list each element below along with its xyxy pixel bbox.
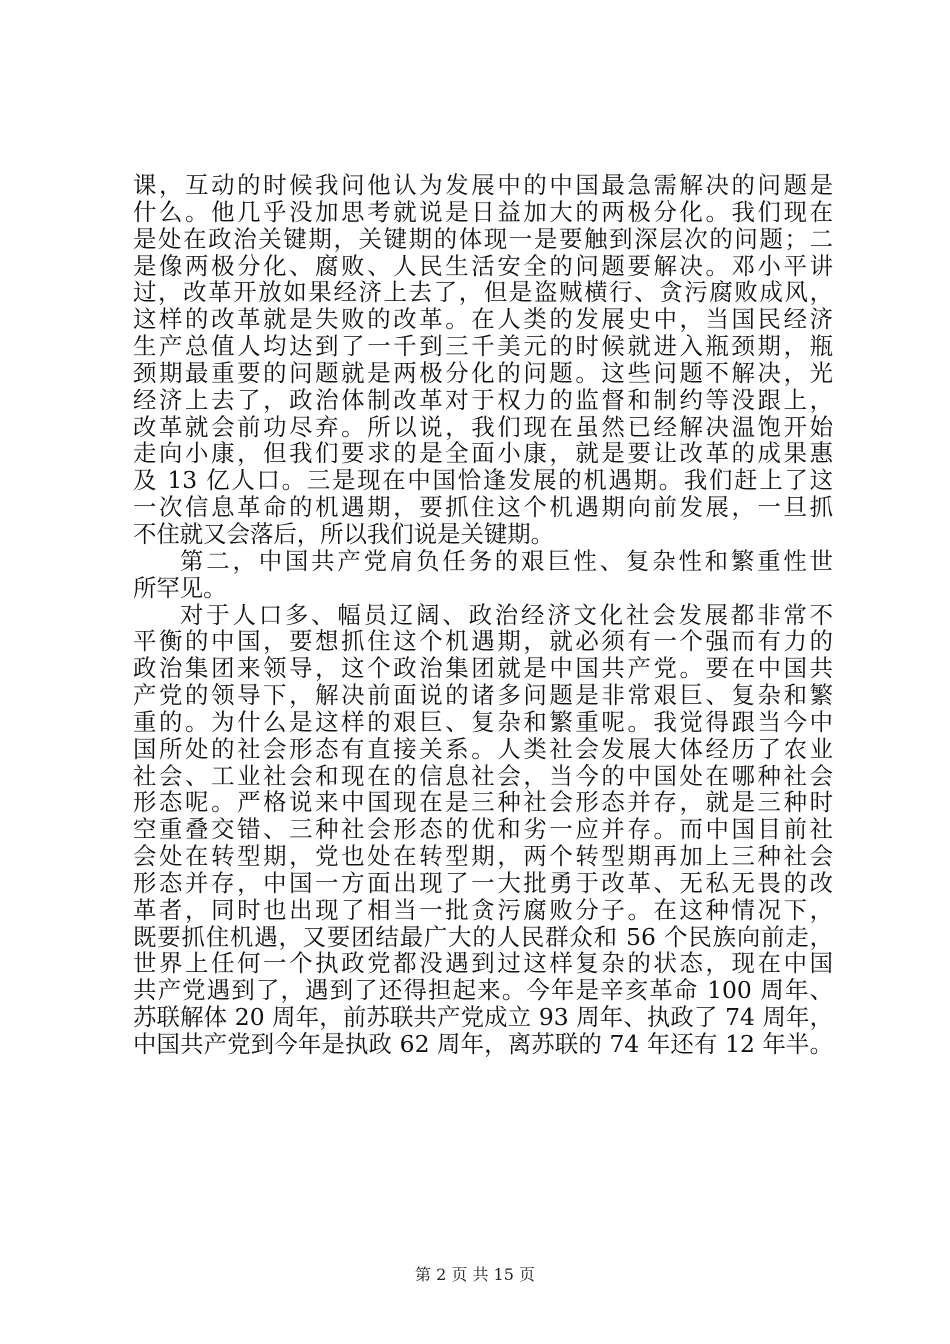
paragraph-1 [133, 172, 833, 548]
text-line: 一次信息革命的机遇期，要抓住这个机遇期向前发展，一旦抓 [133, 493, 833, 522]
text-line: 国所处的社会形态有直接关系。人类社会发展大体经历了农业 [133, 734, 833, 763]
text-line: 所罕见。 [133, 573, 227, 602]
text-line: 什么。他几乎没加思考就说是日益加大的两极分化。我们现在 [133, 197, 833, 226]
text-line: 过，改革开放如果经济上去了，但是盗贼横行、贪污腐败成风， [133, 278, 833, 307]
text-line: 重的。为什么是这样的艰巨、复杂和繁重呢。我觉得跟当今中 [133, 707, 833, 736]
text-line: 会处在转型期，党也处在转型期，两个转型期再加上三种社会 [133, 842, 833, 871]
text-line: 空重叠交错、三种社会形态的优和劣一应并存。而中国目前社 [133, 815, 833, 844]
text-line: 颈期最重要的问题就是两极分化的问题。这些问题不解决，光 [133, 358, 833, 387]
text-line: 是处在政治关键期，关键期的体现一是要触到深层次的问题；二 [133, 224, 833, 253]
text-line: 平衡的中国，要想抓住这个机遇期，就必须有一个强而有力的 [133, 627, 833, 656]
text-line: 形态并存，中国一方面出现了一大批勇于改革、无私无畏的改 [133, 868, 833, 897]
text-line: 既要抓住机遇，又要团结最广大的人民群众和 56 个民族向前走， [133, 922, 833, 951]
paragraph-2 [133, 548, 833, 602]
text-line: 这样的改革就是失败的改革。在人类的发展史中，当国民经济 [133, 305, 833, 334]
text-line: 不住就又会落后，所以我们说是关键期。 [133, 519, 555, 548]
text-line: 世界上任何一个执政党都没遇到过这样复杂的状态，现在中国 [133, 949, 833, 978]
text-line: 形态呢。严格说来中国现在是三种社会形态并存，就是三种时 [133, 788, 833, 817]
text-line: 及 13 亿人口。三是现在中国恰逢发展的机遇期。我们赶上了这 [133, 466, 833, 495]
document-body [133, 172, 833, 1058]
text-line: 是像两极分化、腐败、人民生活安全的问题要解决。邓小平讲 [133, 251, 833, 280]
text-line: 第二，中国共产党肩负任务的艰巨性、复杂性和繁重性世 [180, 546, 833, 575]
text-line: 课，互动的时候我问他认为发展中的中国最急需解决的问题是 [133, 171, 833, 199]
text-line: 走向小康，但我们要求的是全面小康，就是要让改革的成果惠 [133, 439, 833, 468]
text-line: 经济上去了，政治体制改革对于权力的监督和制约等没跟上， [133, 385, 833, 414]
text-line: 政治集团来领导，这个政治集团就是中国共产党。要在中国共 [133, 654, 833, 683]
paragraph-3 [133, 602, 833, 1058]
text-line: 产党的领导下，解决前面说的诸多问题是非常艰巨、复杂和繁 [133, 681, 833, 710]
text-line: 改革就会前功尽弃。所以说，我们现在虽然已经解决温饱开始 [133, 412, 833, 441]
text-line: 对于人口多、幅员辽阔、政治经济文化社会发展都非常不 [180, 600, 833, 629]
text-line: 社会、工业社会和现在的信息社会，当今的中国处在哪种社会 [133, 761, 833, 790]
text-line: 中国共产党到今年是执政 62 周年，离苏联的 74 年还有 12 年半。 [133, 1030, 833, 1058]
page-number-footer: 第 2 页 共 15 页 [415, 1265, 535, 1284]
text-line: 苏联解体 20 周年，前苏联共产党成立 93 周年、执政了 74 周年， [133, 1003, 833, 1032]
text-line: 共产党遇到了，遇到了还得担起来。今年是辛亥革命 100 周年、 [133, 976, 833, 1005]
text-line: 生产总值人均达到了一千到三千美元的时候就进入瓶颈期，瓶 [133, 332, 833, 361]
text-line: 革者，同时也出现了相当一批贪污腐败分子。在这种情况下， [133, 895, 833, 924]
